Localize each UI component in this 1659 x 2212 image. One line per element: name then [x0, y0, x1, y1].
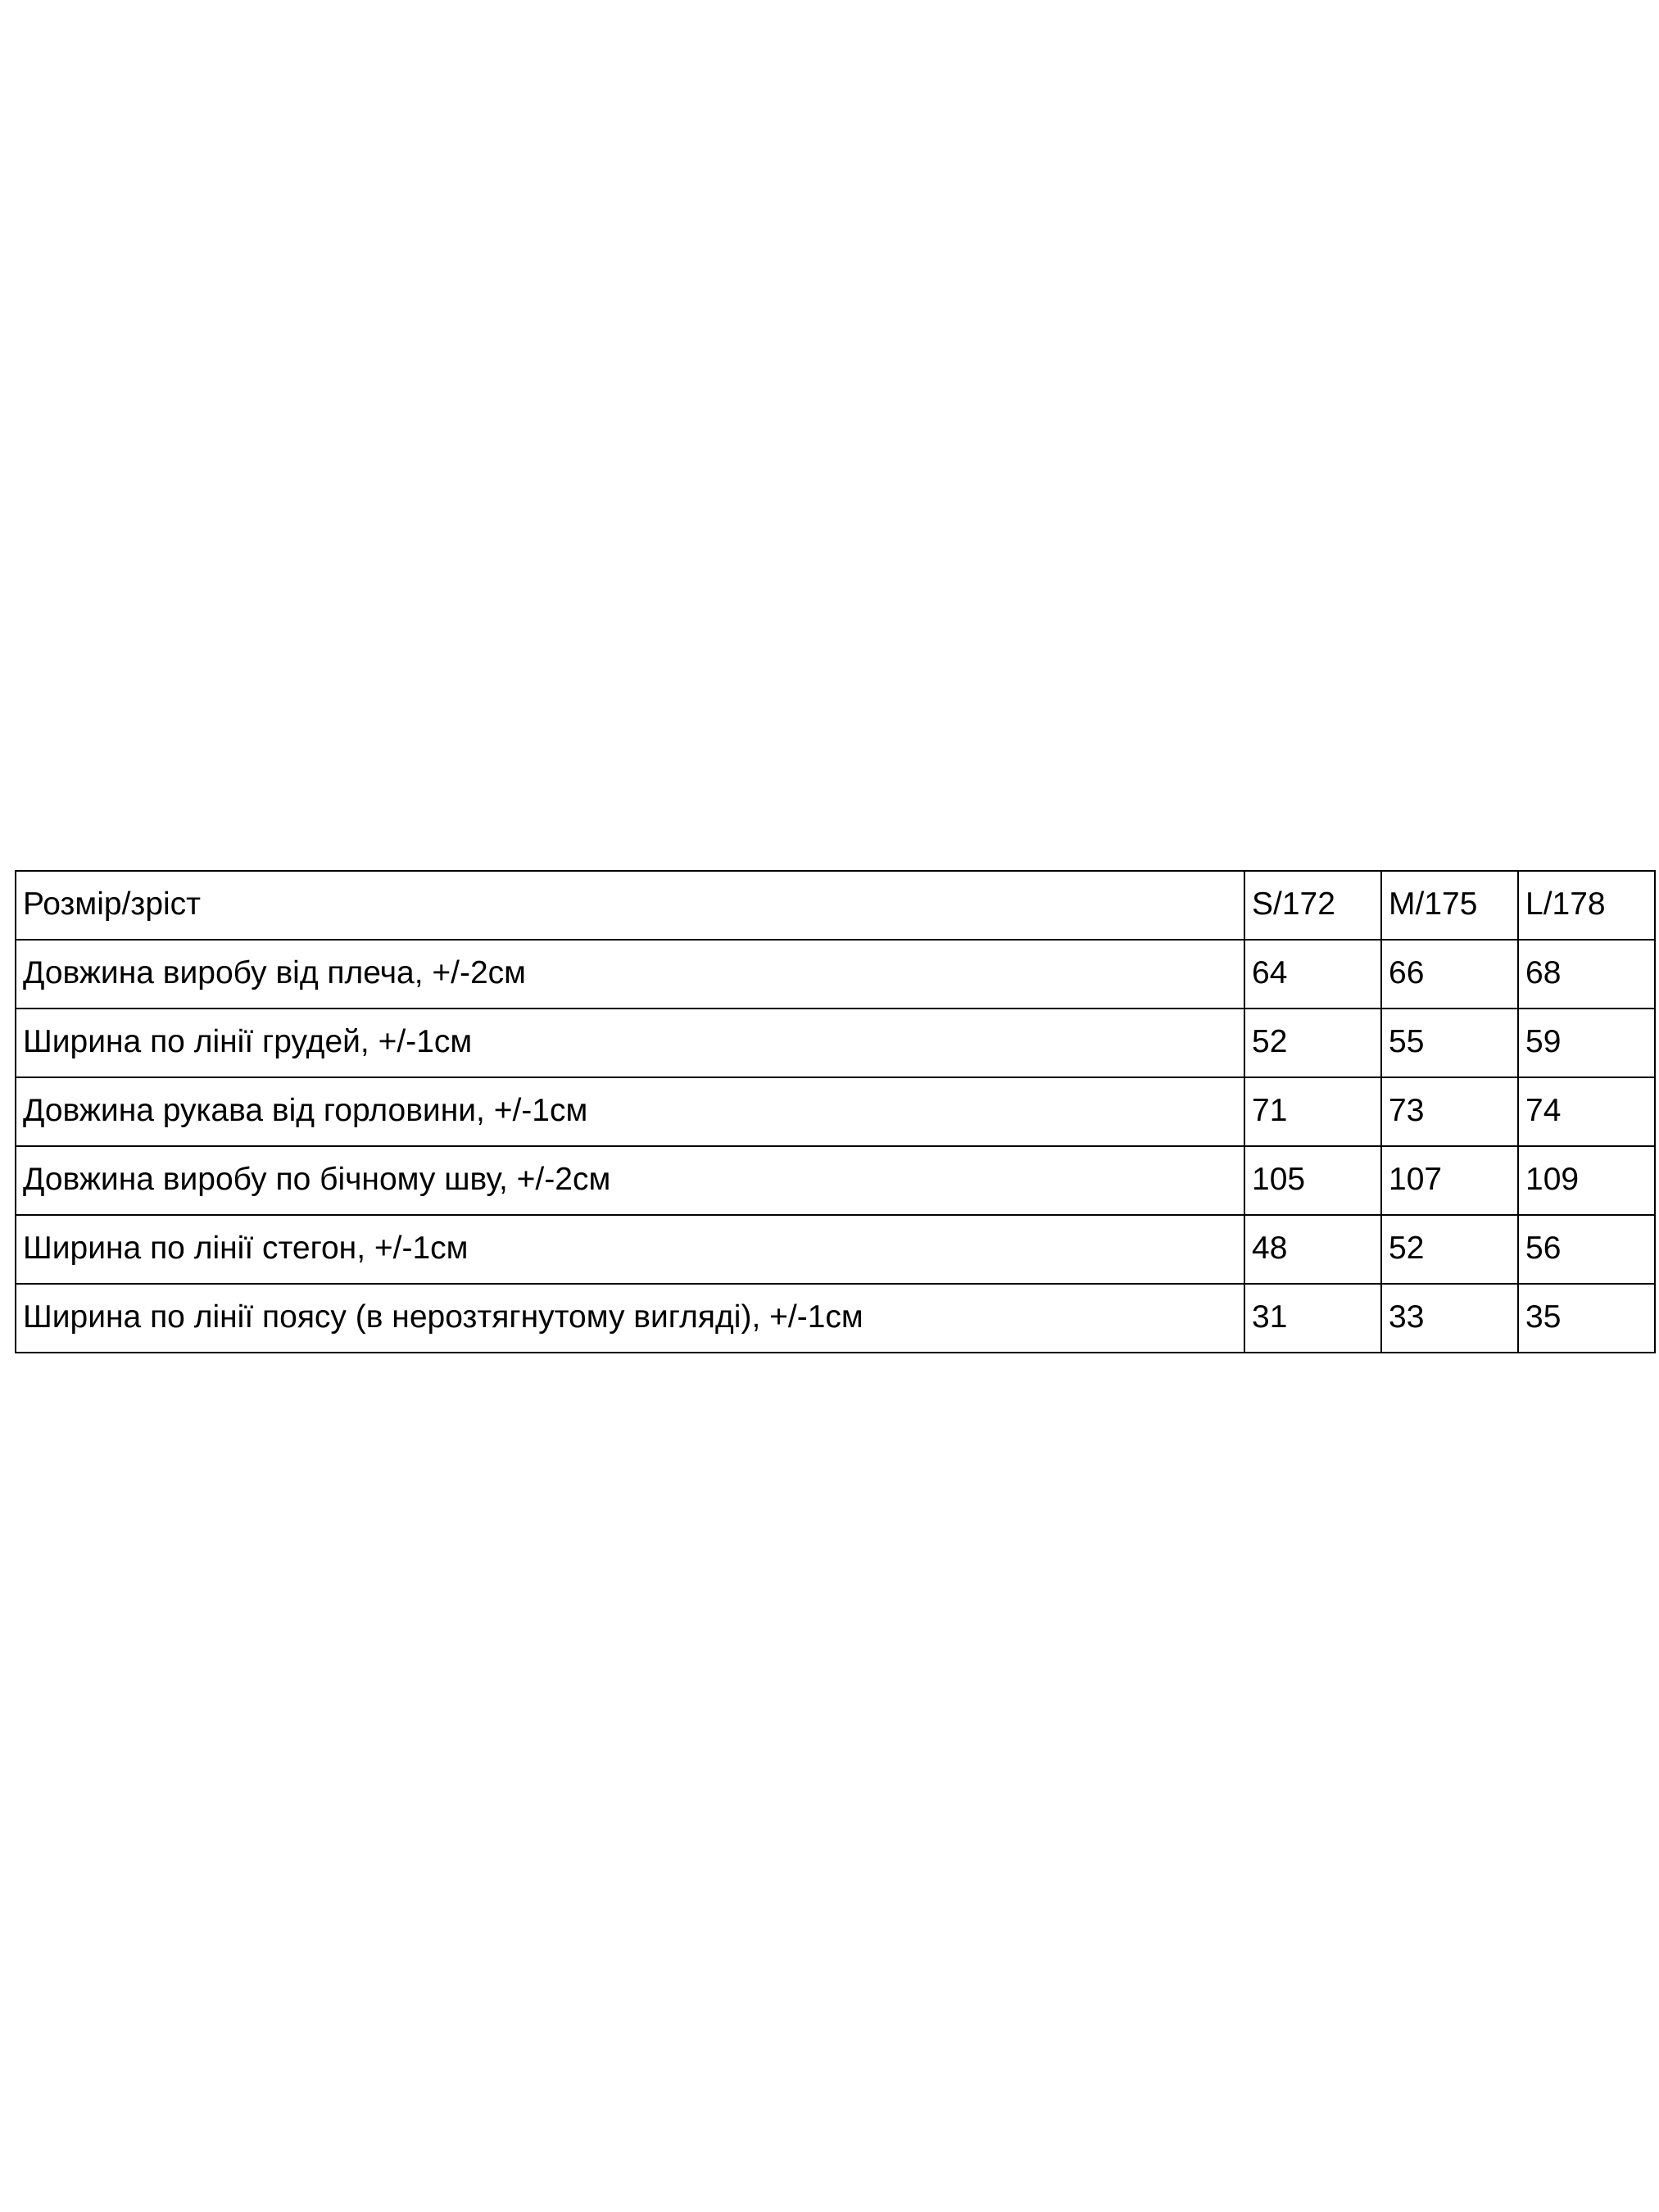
measurement-value-m: 55 — [1381, 1009, 1518, 1077]
column-header-size-s: S/172 — [1244, 871, 1381, 940]
column-header-size-l: L/178 — [1518, 871, 1655, 940]
measurement-value-s: 105 — [1244, 1146, 1381, 1215]
measurement-label: Ширина по лінії поясу (в нерозтягнутому вигляді), +/-1см — [16, 1284, 1244, 1353]
measurement-label: Довжина рукава від горловини, +/-1см — [16, 1077, 1244, 1146]
measurement-label: Ширина по лінії грудей, +/-1см — [16, 1009, 1244, 1077]
measurement-value-s: 31 — [1244, 1284, 1381, 1353]
measurement-value-l: 56 — [1518, 1215, 1655, 1284]
size-chart-container — [15, 870, 1653, 1353]
table-header-row — [16, 871, 1655, 940]
table-row — [16, 1146, 1655, 1215]
measurement-value-l: 35 — [1518, 1284, 1655, 1353]
table-row — [16, 1077, 1655, 1146]
table-row — [16, 1009, 1655, 1077]
measurement-value-l: 68 — [1518, 940, 1655, 1009]
table-row — [16, 1284, 1655, 1353]
table-row — [16, 940, 1655, 1009]
measurement-value-m: 33 — [1381, 1284, 1518, 1353]
measurement-value-m: 66 — [1381, 940, 1518, 1009]
measurement-value-s: 52 — [1244, 1009, 1381, 1077]
measurement-value-m: 107 — [1381, 1146, 1518, 1215]
table-row — [16, 1215, 1655, 1284]
measurement-label: Ширина по лінії стегон, +/-1см — [16, 1215, 1244, 1284]
measurement-value-m: 52 — [1381, 1215, 1518, 1284]
column-header-size-m: M/175 — [1381, 871, 1518, 940]
measurement-label: Довжина виробу від плеча, +/-2см — [16, 940, 1244, 1009]
measurement-value-s: 71 — [1244, 1077, 1381, 1146]
measurement-value-s: 64 — [1244, 940, 1381, 1009]
column-header-measurement: Розмір/зріст — [16, 871, 1244, 940]
measurement-value-l: 59 — [1518, 1009, 1655, 1077]
measurement-value-s: 48 — [1244, 1215, 1381, 1284]
size-chart-table — [15, 870, 1656, 1353]
measurement-value-l: 74 — [1518, 1077, 1655, 1146]
measurement-value-l: 109 — [1518, 1146, 1655, 1215]
measurement-value-m: 73 — [1381, 1077, 1518, 1146]
measurement-label: Довжина виробу по бічному шву, +/-2см — [16, 1146, 1244, 1215]
